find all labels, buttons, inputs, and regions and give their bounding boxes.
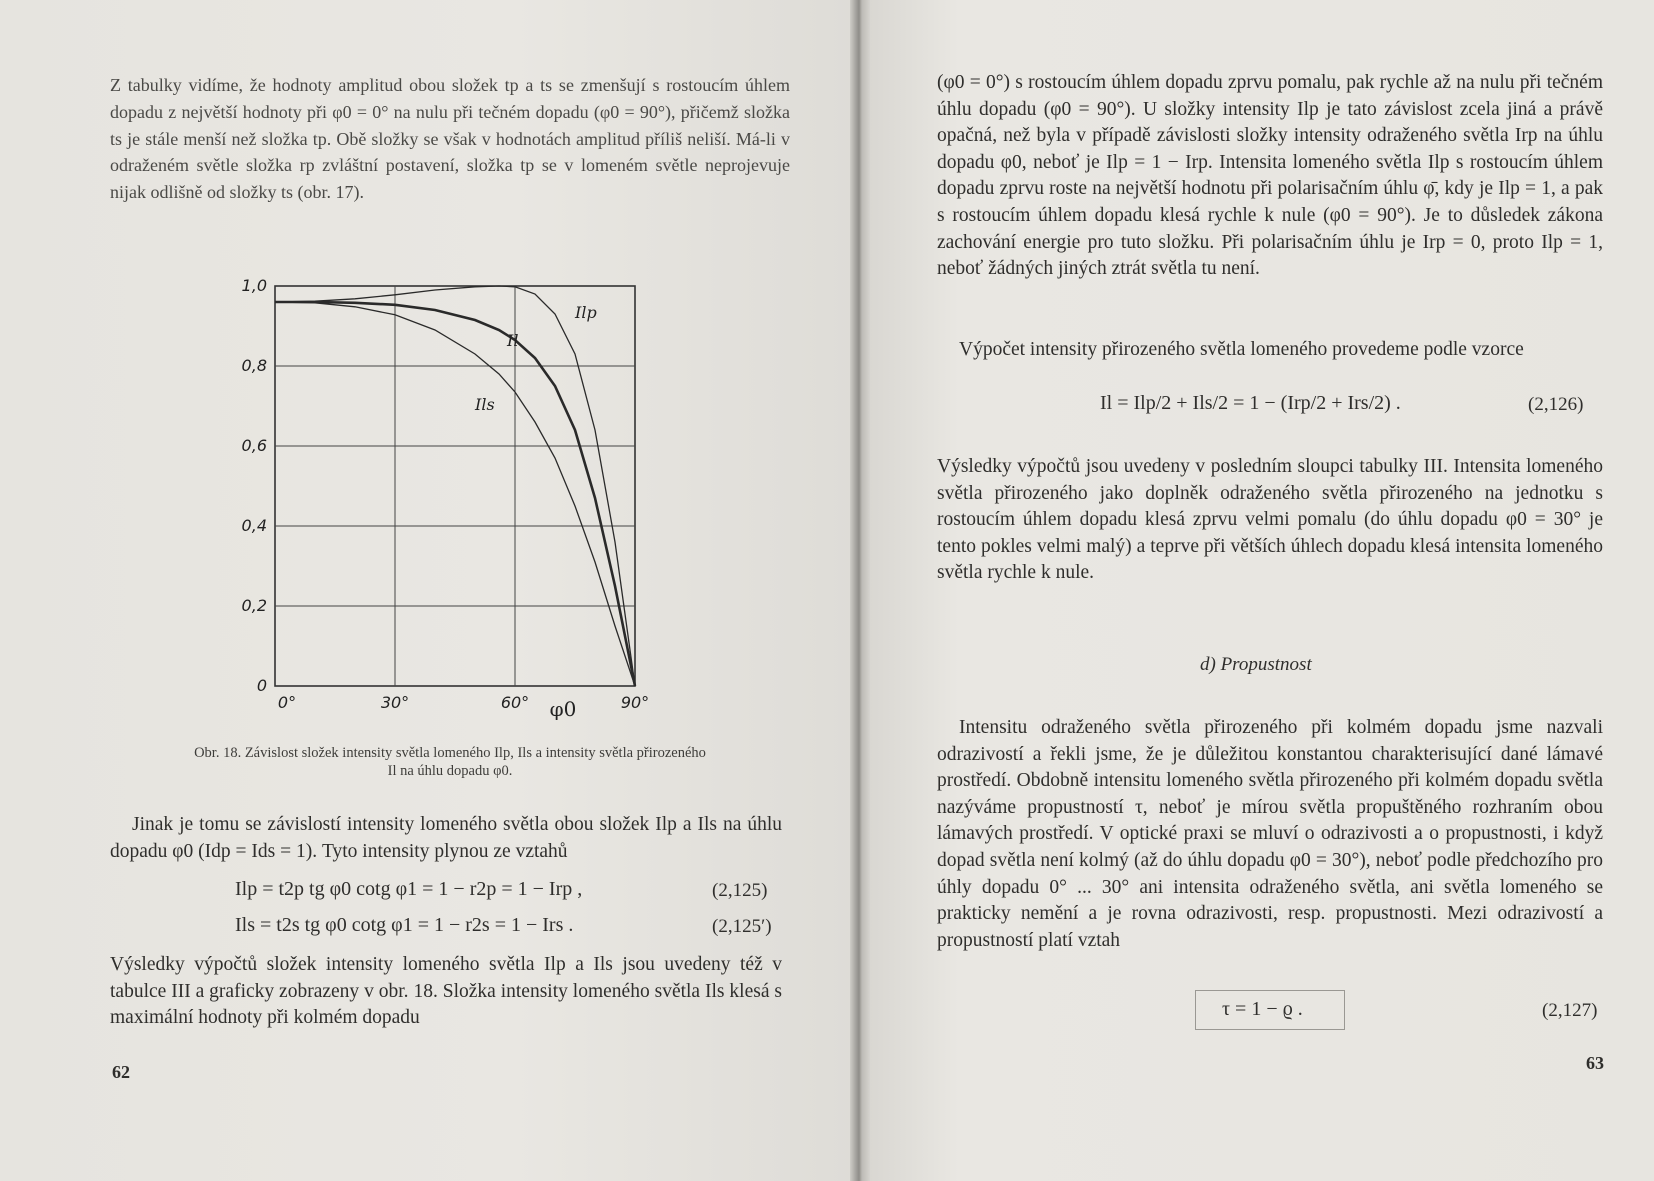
x-tick-label: 90° <box>620 693 650 712</box>
caption-line-2: Il na úhlu dopadu φ0. <box>387 763 513 779</box>
series-line-Il <box>275 302 635 686</box>
y-tick-label: 0,8 <box>241 356 267 375</box>
series-label: Ils <box>475 395 495 414</box>
right-paragraph-4: Intensitu odraženého světla přirozeného při kolmém dopadu jsme nazvali odrazivostí a řekli jsme, že je důležitou konstantou charakterisující dané lámavé prostředí. Obdobně intensitu lomeného světla přirozeného při kolmém dopadu světla nazýváme propustností τ, neboť je mírou světla propuštěného rozhraním obou lámavých prostředí. V optické praxi se mluví o odrazivosti a o propustnosti, i když dopad světla není kolmý (až do úhlu dopadu φ0 = 30°), neboť podle předchozího pro úhly dopadu 0° ... 30° ani intensita odraženého světla, ani světla lomeného se prakticky nemění a je rovna odrazivosti, resp. propustnosti. Mezi odrazivostí a propustností platí vztah <box>937 717 1603 951</box>
figure-caption <box>110 744 790 780</box>
x-axis-label: φ0 <box>549 697 577 721</box>
left-paragraph-2: Jinak je tomu se závislostí intensity lomeného světla obou složek Ilp a Ils na úhlu dopadu φ0 (Idp = Ids = 1). Tyto intensity plynou ze vztahů <box>110 814 782 862</box>
left-paragraph-1: Z tabulky vidíme, že hodnoty amplitud obou složek tp a ts se zmenšují s rostoucím úhlem dopadu z největší hodnoty při φ0 = 0° na nulu při tečném dopadu (φ0 = 90°), přičemž složka ts je stále menší než složka tp. Obě složky se však v hodnotách amplitud příliš neliší. Má-li v odraženém světle složka rp zvláštní postavení, složka tp se v lomeném světle neprojevuje nijak odlišně od složky ts (obr. 17). <box>110 75 790 203</box>
x-tick-label: 60° <box>500 693 530 712</box>
equation-2127: τ = 1 − ϱ . <box>1222 998 1303 1020</box>
right-page-number: 63 <box>1586 1053 1604 1073</box>
right-paragraph-1: (φ0 = 0°) s rostoucím úhlem dopadu zprvu pomalu, pak rychle až na nulu při tečném úhlu dopadu (φ0 = 90°). U složky intensity Ilp je tato závislost zcela jiná a právě opačná, než byla v případě závislosti složky intensity odraženého světla Irp na úhlu dopadu φ0, neboť je Ilp = 1 − Irp. Intensita lomeného světla Ilp s rostoucím úhlem dopadu zprvu roste na největší hodnotu při polarisačním úhlu φ̄, kdy je Ilp = 1, a pak s rostoucím úhlem dopadu klesá rychle k nule (φ0 = 90°). Je to důsledek zákona zachování energie pro tuto složku. Při polarisačním úhlu je Irp = 0, proto Ilp = 1, neboť žádných jiných ztrát světla tu není. <box>937 72 1603 280</box>
book-gutter <box>850 0 870 1181</box>
y-tick-label: 0 <box>256 676 267 695</box>
figure-18-chart <box>230 276 650 721</box>
equation-2125: Ilp = t2p tg φ0 cotg φ1 = 1 − r2p = 1 − Irp , <box>235 878 583 900</box>
series-label: Il <box>507 331 519 350</box>
y-tick-label: 0,4 <box>241 516 267 535</box>
left-page-number: 62 <box>112 1062 130 1082</box>
y-tick-label: 0,2 <box>241 596 267 615</box>
equation-2126: Il = Ilp/2 + Ils/2 = 1 − (Irp/2 + Irs/2) . <box>1100 392 1401 414</box>
x-tick-label: 30° <box>380 693 410 712</box>
equation-2125b: Ils = t2s tg φ0 cotg φ1 = 1 − r2s = 1 − Irs . <box>235 914 574 936</box>
series-line-Ils <box>275 302 635 686</box>
chart-frame <box>275 286 635 686</box>
equation-2125-number: (2,125) <box>712 880 768 901</box>
section-heading: d) Propustnost <box>1200 654 1312 675</box>
right-paragraph-3: Výsledky výpočtů jsou uvedeny v posledním sloupci tabulky III. Intensita lomeného světla přirozeného jako doplněk odraženého světla přirozeného na jednotku s rostoucím úhlem dopadu klesá zprvu velmi pomalu (do úhlu dopadu φ0 = 30° je tento pokles velmi malý) a teprve při větších úhlech dopadu klesá intensita lomeného světla rychle k nule. <box>937 456 1603 584</box>
x-tick-label: 0° <box>277 693 297 712</box>
equation-2125b-number: (2,125′) <box>712 916 772 937</box>
series-label: Ilp <box>575 303 597 322</box>
right-paragraph-2: Výpočet intensity přirozeného světla lomeného provedeme podle vzorce <box>959 339 1524 360</box>
caption-line-1: Obr. 18. Závislost složek intensity světla lomeného Ilp, Ils a intensity světla přirozeného <box>194 745 706 761</box>
y-tick-label: 1,0 <box>241 276 267 295</box>
left-paragraph-3: Výsledky výpočtů složek intensity lomeného světla Ilp a Ils jsou uvedeny též v tabulce III a graficky zobrazeny v obr. 18. Složka intensity lomeného světla Ils klesá s maximální hodnoty při kolmém dopadu <box>110 954 782 1029</box>
y-tick-label: 0,6 <box>241 436 267 455</box>
series-line-Ilp <box>275 286 635 686</box>
equation-2127-number: (2,127) <box>1542 1000 1598 1021</box>
equation-2126-number: (2,126) <box>1528 394 1584 415</box>
